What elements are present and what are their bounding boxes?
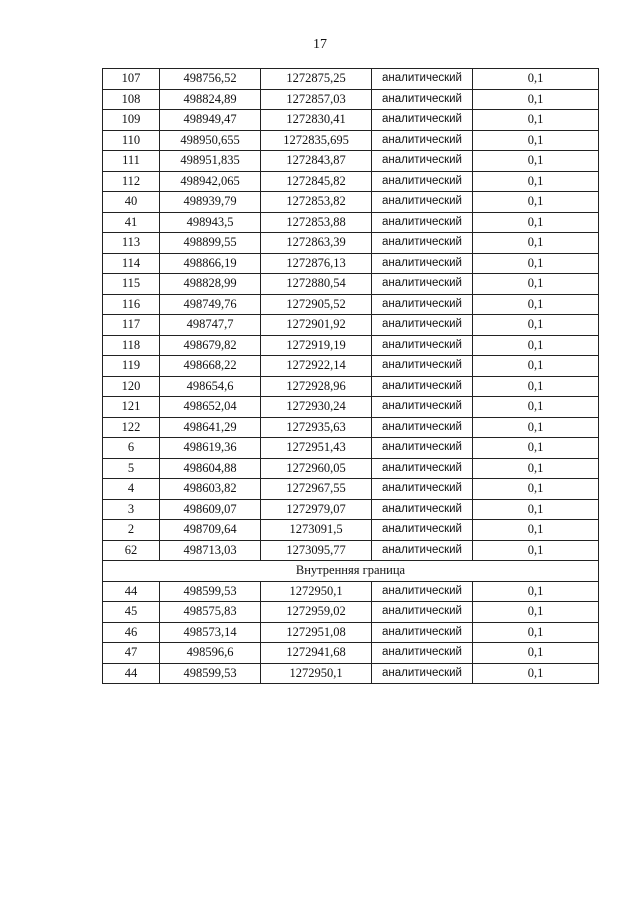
table-row [103,417,599,438]
table-row [103,212,599,233]
point-number-cell: 118 [103,335,160,356]
accuracy-cell: 0,1 [473,233,599,254]
table-row [103,479,599,500]
method-cell: аналитический [372,643,473,664]
coordinates-table-body [103,69,599,684]
table-row [103,171,599,192]
y-coordinate-cell: 1272905,52 [261,294,372,315]
accuracy-cell: 0,1 [473,376,599,397]
accuracy-cell: 0,1 [473,171,599,192]
method-cell: аналитический [372,253,473,274]
table-row [103,89,599,110]
x-coordinate-cell: 498866,19 [160,253,261,274]
method-cell: аналитический [372,622,473,643]
x-coordinate-cell: 498609,07 [160,499,261,520]
x-coordinate-cell: 498573,14 [160,622,261,643]
table-row [103,602,599,623]
accuracy-cell: 0,1 [473,192,599,213]
method-cell: аналитический [372,479,473,500]
point-number-cell: 119 [103,356,160,377]
table-row [103,499,599,520]
y-coordinate-cell: 1272830,41 [261,110,372,131]
point-number-cell: 46 [103,622,160,643]
table-row [103,520,599,541]
y-coordinate-cell: 1272843,87 [261,151,372,172]
accuracy-cell: 0,1 [473,274,599,295]
x-coordinate-cell: 498749,76 [160,294,261,315]
x-coordinate-cell: 498949,47 [160,110,261,131]
accuracy-cell: 0,1 [473,602,599,623]
point-number-cell: 120 [103,376,160,397]
method-cell: аналитический [372,499,473,520]
table-row [103,69,599,90]
y-coordinate-cell: 1272960,05 [261,458,372,479]
method-cell: аналитический [372,171,473,192]
table-row [103,581,599,602]
y-coordinate-cell: 1272876,13 [261,253,372,274]
table-row [103,356,599,377]
point-number-cell: 44 [103,581,160,602]
method-cell: аналитический [372,151,473,172]
y-coordinate-cell: 1272857,03 [261,89,372,110]
x-coordinate-cell: 498899,55 [160,233,261,254]
method-cell: аналитический [372,130,473,151]
point-number-cell: 115 [103,274,160,295]
x-coordinate-cell: 498599,53 [160,663,261,684]
point-number-cell: 112 [103,171,160,192]
y-coordinate-cell: 1272951,43 [261,438,372,459]
accuracy-cell: 0,1 [473,89,599,110]
accuracy-cell: 0,1 [473,520,599,541]
accuracy-cell: 0,1 [473,212,599,233]
y-coordinate-cell: 1272880,54 [261,274,372,295]
x-coordinate-cell: 498950,655 [160,130,261,151]
y-coordinate-cell: 1272950,1 [261,581,372,602]
x-coordinate-cell: 498668,22 [160,356,261,377]
point-number-cell: 47 [103,643,160,664]
point-number-cell: 2 [103,520,160,541]
accuracy-cell: 0,1 [473,499,599,520]
method-cell: аналитический [372,663,473,684]
x-coordinate-cell: 498652,04 [160,397,261,418]
accuracy-cell: 0,1 [473,622,599,643]
table-row [103,376,599,397]
point-number-cell: 107 [103,69,160,90]
x-coordinate-cell: 498747,7 [160,315,261,336]
point-number-cell: 45 [103,602,160,623]
x-coordinate-cell: 498654,6 [160,376,261,397]
x-coordinate-cell: 498951,835 [160,151,261,172]
method-cell: аналитический [372,397,473,418]
method-cell: аналитический [372,602,473,623]
accuracy-cell: 0,1 [473,294,599,315]
x-coordinate-cell: 498939,79 [160,192,261,213]
point-number-cell: 116 [103,294,160,315]
method-cell: аналитический [372,233,473,254]
point-number-cell: 121 [103,397,160,418]
y-coordinate-cell: 1273095,77 [261,540,372,561]
coordinates-table [102,68,599,684]
table-row [103,438,599,459]
method-cell: аналитический [372,520,473,541]
method-cell: аналитический [372,89,473,110]
section-header-row [103,561,599,582]
method-cell: аналитический [372,69,473,90]
x-coordinate-cell: 498824,89 [160,89,261,110]
y-coordinate-cell: 1272935,63 [261,417,372,438]
point-number-cell: 40 [103,192,160,213]
x-coordinate-cell: 498942,065 [160,171,261,192]
y-coordinate-cell: 1272835,695 [261,130,372,151]
accuracy-cell: 0,1 [473,69,599,90]
table-row [103,151,599,172]
table-row [103,130,599,151]
point-number-cell: 6 [103,438,160,459]
table-row [103,253,599,274]
y-coordinate-cell: 1272901,92 [261,315,372,336]
method-cell: аналитический [372,315,473,336]
accuracy-cell: 0,1 [473,458,599,479]
accuracy-cell: 0,1 [473,438,599,459]
table-row [103,335,599,356]
accuracy-cell: 0,1 [473,130,599,151]
y-coordinate-cell: 1272853,82 [261,192,372,213]
table-row [103,192,599,213]
table-row [103,540,599,561]
y-coordinate-cell: 1272959,02 [261,602,372,623]
accuracy-cell: 0,1 [473,417,599,438]
method-cell: аналитический [372,438,473,459]
x-coordinate-cell: 498641,29 [160,417,261,438]
method-cell: аналитический [372,376,473,397]
method-cell: аналитический [372,192,473,213]
method-cell: аналитический [372,274,473,295]
point-number-cell: 62 [103,540,160,561]
x-coordinate-cell: 498756,52 [160,69,261,90]
accuracy-cell: 0,1 [473,643,599,664]
point-number-cell: 111 [103,151,160,172]
accuracy-cell: 0,1 [473,479,599,500]
accuracy-cell: 0,1 [473,335,599,356]
y-coordinate-cell: 1272930,24 [261,397,372,418]
x-coordinate-cell: 498604,88 [160,458,261,479]
accuracy-cell: 0,1 [473,581,599,602]
point-number-cell: 4 [103,479,160,500]
x-coordinate-cell: 498679,82 [160,335,261,356]
table-row [103,397,599,418]
x-coordinate-cell: 498713,03 [160,540,261,561]
method-cell: аналитический [372,110,473,131]
y-coordinate-cell: 1273091,5 [261,520,372,541]
table-row [103,233,599,254]
method-cell: аналитический [372,458,473,479]
point-number-cell: 109 [103,110,160,131]
point-number-cell: 44 [103,663,160,684]
method-cell: аналитический [372,540,473,561]
x-coordinate-cell: 498943,5 [160,212,261,233]
x-coordinate-cell: 498619,36 [160,438,261,459]
x-coordinate-cell: 498596,6 [160,643,261,664]
x-coordinate-cell: 498599,53 [160,581,261,602]
method-cell: аналитический [372,294,473,315]
y-coordinate-cell: 1272941,68 [261,643,372,664]
point-number-cell: 113 [103,233,160,254]
accuracy-cell: 0,1 [473,397,599,418]
method-cell: аналитический [372,417,473,438]
point-number-cell: 114 [103,253,160,274]
y-coordinate-cell: 1272979,07 [261,499,372,520]
accuracy-cell: 0,1 [473,663,599,684]
accuracy-cell: 0,1 [473,253,599,274]
method-cell: аналитический [372,581,473,602]
table-row [103,458,599,479]
y-coordinate-cell: 1272919,19 [261,335,372,356]
table-row [103,294,599,315]
accuracy-cell: 0,1 [473,315,599,336]
point-number-cell: 108 [103,89,160,110]
method-cell: аналитический [372,335,473,356]
section-title: Внутренняя граница [103,561,599,582]
method-cell: аналитический [372,356,473,377]
y-coordinate-cell: 1272875,25 [261,69,372,90]
x-coordinate-cell: 498603,82 [160,479,261,500]
table-row [103,622,599,643]
accuracy-cell: 0,1 [473,110,599,131]
y-coordinate-cell: 1272967,55 [261,479,372,500]
y-coordinate-cell: 1272950,1 [261,663,372,684]
point-number-cell: 110 [103,130,160,151]
point-number-cell: 3 [103,499,160,520]
y-coordinate-cell: 1272922,14 [261,356,372,377]
y-coordinate-cell: 1272845,82 [261,171,372,192]
y-coordinate-cell: 1272951,08 [261,622,372,643]
table-row [103,315,599,336]
y-coordinate-cell: 1272863,39 [261,233,372,254]
table-row [103,663,599,684]
method-cell: аналитический [372,212,473,233]
x-coordinate-cell: 498709,64 [160,520,261,541]
accuracy-cell: 0,1 [473,540,599,561]
page-number: 17 [313,37,327,52]
accuracy-cell: 0,1 [473,151,599,172]
point-number-cell: 117 [103,315,160,336]
point-number-cell: 5 [103,458,160,479]
y-coordinate-cell: 1272928,96 [261,376,372,397]
x-coordinate-cell: 498828,99 [160,274,261,295]
x-coordinate-cell: 498575,83 [160,602,261,623]
table-row [103,643,599,664]
accuracy-cell: 0,1 [473,356,599,377]
y-coordinate-cell: 1272853,88 [261,212,372,233]
point-number-cell: 122 [103,417,160,438]
point-number-cell: 41 [103,212,160,233]
table-row [103,110,599,131]
table-row [103,274,599,295]
